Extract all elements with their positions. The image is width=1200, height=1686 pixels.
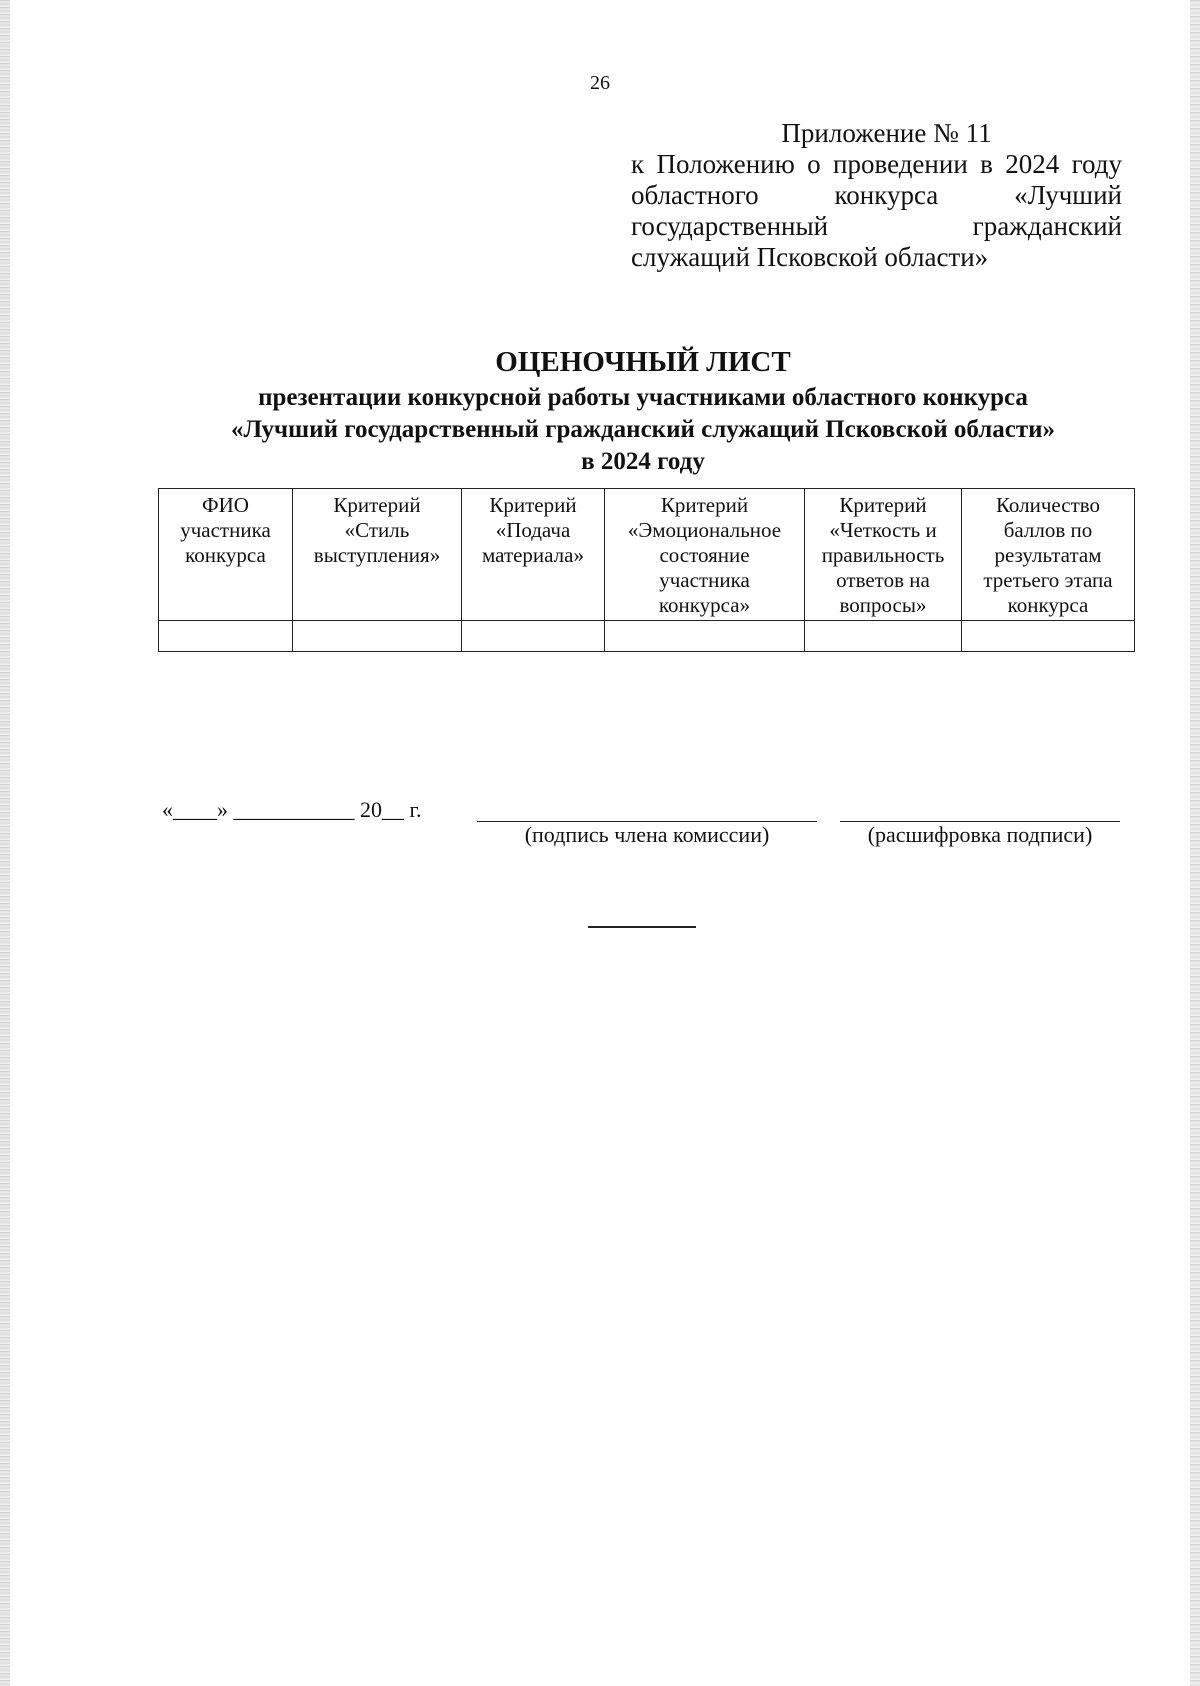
table-row (159, 621, 1135, 652)
header-line: участника (659, 568, 750, 592)
header-line: ответов на (836, 568, 930, 592)
table-cell (805, 621, 962, 652)
page-number: 26 (590, 72, 610, 94)
header-fio (159, 489, 293, 621)
header-line: состояние (659, 543, 750, 567)
appendix-line: государственный гражданский (631, 211, 1122, 241)
header-line: ФИО (202, 493, 249, 517)
score-table (158, 488, 1135, 652)
decoding-caption: (расшифровка подписи) (867, 822, 1093, 847)
header-delivery-criterion (462, 489, 605, 621)
header-total-score (962, 489, 1135, 621)
header-line: материала» (482, 543, 584, 567)
appendix-block (631, 118, 1122, 273)
header-line: «Четкость и (829, 518, 937, 542)
header-line: результатам (994, 543, 1102, 567)
table-cell (462, 621, 605, 652)
header-line: участника (180, 518, 271, 542)
date-field: «____» ___________ 20__ г. (162, 797, 422, 822)
header-emotional-criterion (605, 489, 805, 621)
header-line: Критерий (333, 493, 421, 517)
sheet-subtitle-line: презентации конкурсной работы участниками областного конкурса (258, 384, 1028, 411)
sheet-subtitle (150, 382, 1136, 478)
header-style-criterion (293, 489, 462, 621)
header-line: Критерий (660, 493, 749, 517)
header-line: вопросы» (839, 593, 927, 617)
header-line: Критерий (839, 493, 927, 517)
table-header-row (159, 489, 1135, 621)
appendix-title: Приложение № 11 (781, 118, 992, 148)
table-cell (962, 621, 1135, 652)
header-line: конкурса» (658, 593, 751, 617)
appendix-line: областного конкурса «Лучший (631, 180, 1122, 210)
header-clarity-criterion (805, 489, 962, 621)
sheet-subtitle-line: «Лучший государственный гражданский служащий Псковской области» (230, 416, 1056, 443)
header-line: Количество (995, 493, 1101, 517)
table-cell (605, 621, 805, 652)
table-cell (159, 621, 293, 652)
signature-caption: (подпись члена комиссии) (524, 822, 770, 847)
appendix-line: служащий Псковской области» (631, 242, 989, 272)
header-line: Критерий (489, 493, 577, 517)
header-line: третьего этапа (983, 568, 1113, 592)
sheet-subtitle-line: в 2024 году (581, 448, 705, 475)
scan-edge-left (0, 0, 10, 1686)
header-line: конкурса (185, 543, 266, 567)
appendix-line: к Положению о проведении в 2024 году (631, 149, 1122, 179)
end-rule (588, 926, 696, 928)
header-line: «Подача (495, 518, 571, 542)
header-line: «Эмоциональное (627, 518, 782, 542)
sheet-title: ОЦЕНОЧНЫЙ ЛИСТ (495, 346, 791, 378)
scan-edge-right (1190, 0, 1200, 1686)
header-line: выступления» (313, 543, 441, 567)
table-cell (293, 621, 462, 652)
header-line: правильность (821, 543, 945, 567)
header-line: баллов по (1003, 518, 1093, 542)
header-line: «Стиль (344, 518, 410, 542)
header-line: конкурса (1007, 593, 1089, 617)
